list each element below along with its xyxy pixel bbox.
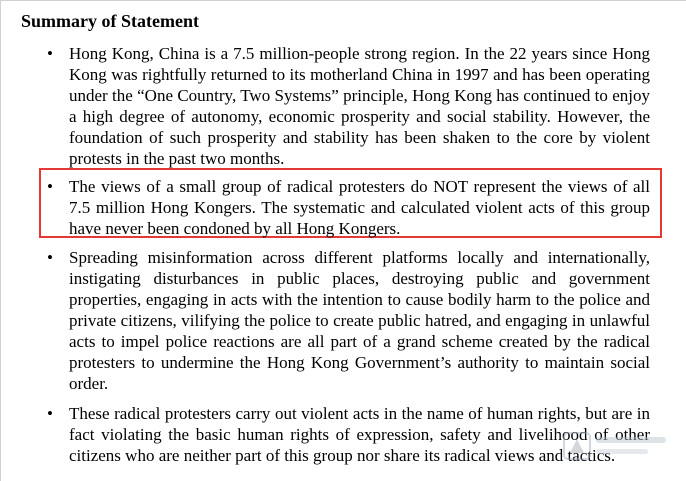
bullet-marker: • (47, 177, 53, 196)
site-watermark-logo-icon (562, 427, 672, 467)
paragraph-3: Spreading misinformation across different platforms locally and internationally, instigating disturbances in public places, destroying public and government properties, engaging in acts with the intention to cause bodily harm to the police and private citizens, vilifying the police to create public hatred, and engaging in unlawful acts to impel police reactions are all part of a grand scheme created by the radical protesters to undermine the Hong Kong Government’s authority to maintain social order. (69, 248, 650, 393)
bullet-marker: • (47, 404, 53, 423)
bullet-marker: • (47, 248, 53, 267)
section-heading: Summary of Statement (21, 11, 199, 31)
bullet-marker: • (47, 44, 53, 63)
paragraph-4: These radical protesters carry out violent acts in the name of human rights, but are in fact violating the basic human rights of expression, safety and livelihood of other citizens who are neither part of this group nor share its radical views and tactics. (69, 404, 650, 465)
paragraph-1: Hong Kong, China is a 7.5 million-people strong region. In the 22 years since Hong Kong was rightfully returned to its motherland China in 1997 and has been operating under the “One Country, Two Systems” principle, Hong Kong has continued to enjoy a high degree of autonomy, economic prosperity and social stability. However, the foundation of such prosperity and stability has been shaken to the core by violent protests in the past two months. (69, 44, 650, 168)
paragraph-2-highlighted: The views of a small group of radical protesters do NOT represent the views of all 7.5 million Hong Kongers. The systematic and calculated violent acts of this group have never been condoned by all Hong Kongers. (69, 177, 650, 238)
